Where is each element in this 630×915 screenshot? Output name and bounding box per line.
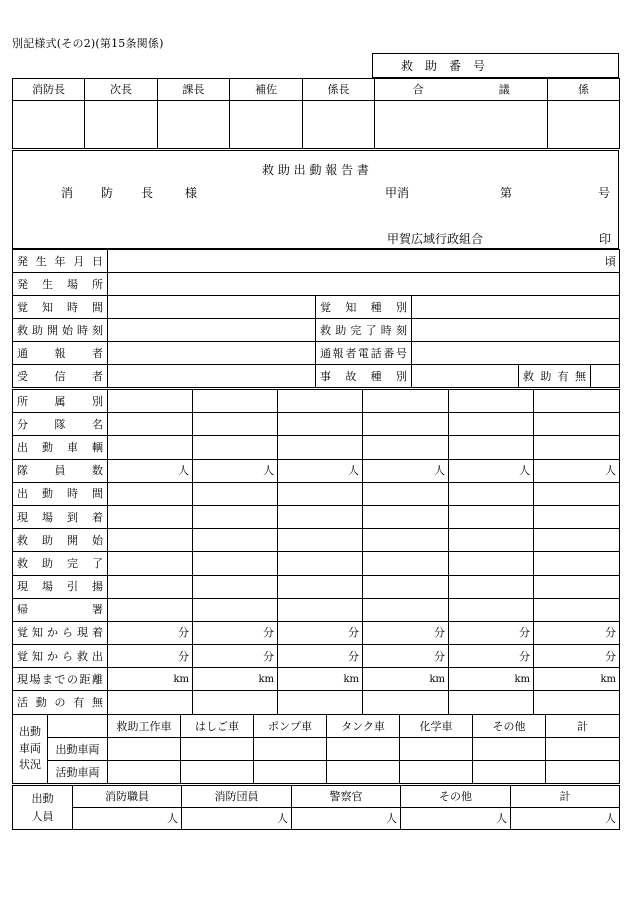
unit-row-label: 分隊名 (13, 413, 108, 436)
unit-cell[interactable] (278, 575, 363, 598)
unit-cell[interactable] (193, 668, 278, 691)
unit-suffix: 人 (348, 464, 359, 478)
personnel-header: 計 (511, 786, 620, 808)
vehicle-group-line: 車両 (19, 741, 41, 755)
unit-cell[interactable] (278, 691, 363, 714)
unit-cell[interactable] (193, 390, 278, 413)
unit-suffix: 人 (434, 464, 445, 478)
unit-row-label: 救助完了 (13, 552, 108, 575)
vehicle-cell[interactable] (108, 761, 181, 784)
unit-cell[interactable] (534, 436, 620, 459)
unit-cell[interactable] (363, 482, 449, 505)
unit-cell[interactable] (534, 390, 620, 413)
unit-suffix: 人 (605, 464, 616, 478)
personnel-header: 消防団員 (182, 786, 292, 808)
person-unit: 人 (496, 812, 507, 825)
personnel-cell[interactable] (182, 808, 292, 830)
unit-cell[interactable] (449, 529, 534, 552)
receiver-label: 受信者 (13, 365, 108, 388)
approval-header: 議 (462, 79, 548, 101)
seal-mark: 印 (599, 232, 612, 246)
personnel-header: 消防職員 (73, 786, 182, 808)
unit-cell[interactable] (363, 598, 449, 621)
person-unit: 人 (386, 812, 397, 825)
personnel-cell[interactable] (511, 808, 620, 830)
unit-row-label: 所属別 (13, 390, 108, 413)
unit-suffix: 分 (348, 649, 359, 663)
unit-cell[interactable] (278, 598, 363, 621)
receiver-value[interactable] (108, 365, 316, 388)
units-table (12, 389, 620, 715)
unit-cell[interactable] (278, 552, 363, 575)
unit-suffix: km (258, 674, 274, 686)
unit-cell[interactable] (278, 390, 363, 413)
unit-cell[interactable] (278, 413, 363, 436)
unit-cell[interactable] (363, 668, 449, 691)
vehicle-header: 化学車 (400, 715, 473, 738)
unit-cell[interactable] (193, 621, 278, 644)
active-vehicles-label: 活動車両 (48, 761, 108, 784)
notice-type-value[interactable] (412, 296, 620, 319)
notice-time-value[interactable] (108, 296, 316, 319)
approval-header: 課長 (158, 79, 230, 101)
unit-cell[interactable] (108, 505, 193, 528)
vehicle-cell[interactable] (546, 738, 620, 761)
approval-stamp-cell[interactable] (85, 101, 158, 149)
unit-cell[interactable] (278, 482, 363, 505)
notice-type-label: 覚知種別 (316, 296, 412, 319)
approval-stamp-cell[interactable] (303, 101, 375, 149)
rescue-presence-label: 救助有無 (519, 365, 591, 388)
unit-cell[interactable] (193, 505, 278, 528)
time-suffix: 頃 (605, 254, 617, 268)
unit-cell[interactable] (108, 668, 193, 691)
reporter-phone-value[interactable] (412, 342, 620, 365)
unit-suffix: 分 (263, 626, 274, 640)
vehicle-group-line: 状況 (19, 758, 41, 772)
unit-cell[interactable] (193, 645, 278, 668)
unit-cell[interactable] (193, 552, 278, 575)
unit-cell[interactable] (193, 482, 278, 505)
unit-cell[interactable] (193, 413, 278, 436)
unit-cell[interactable] (449, 413, 534, 436)
person-unit: 人 (605, 812, 616, 825)
unit-cell[interactable] (193, 598, 278, 621)
unit-cell[interactable] (193, 575, 278, 598)
report-header-block (12, 150, 619, 249)
vehicle-cell[interactable] (473, 761, 546, 784)
unit-cell[interactable] (363, 390, 449, 413)
personnel-group-label (13, 786, 73, 830)
personnel-group-line: 出動 (31, 791, 54, 805)
place-value[interactable] (108, 273, 620, 296)
personnel-header: 警察官 (292, 786, 401, 808)
unit-cell[interactable] (108, 436, 193, 459)
vehicle-corner-cell (48, 715, 108, 738)
vehicle-cell[interactable] (473, 738, 546, 761)
unit-cell[interactable] (108, 552, 193, 575)
vehicle-cell[interactable] (181, 761, 254, 784)
unit-cell[interactable] (449, 390, 534, 413)
date-value[interactable] (108, 250, 620, 273)
approval-header: 係 (548, 79, 620, 101)
unit-cell[interactable] (449, 575, 534, 598)
accident-type-label: 事故種別 (316, 365, 412, 388)
unit-cell[interactable] (534, 552, 620, 575)
unit-cell[interactable] (193, 459, 278, 482)
form-caption: 別記様式(その2)(第15条関係) (12, 37, 164, 50)
unit-suffix: km (343, 674, 359, 686)
notice-time-label: 覚知時間 (13, 296, 108, 319)
unit-cell[interactable] (534, 459, 620, 482)
unit-suffix: 分 (434, 626, 445, 640)
unit-suffix: 分 (178, 649, 189, 663)
unit-cell[interactable] (108, 575, 193, 598)
unit-suffix: km (514, 674, 530, 686)
approval-stamp-cell[interactable] (230, 101, 303, 149)
unit-cell[interactable] (108, 621, 193, 644)
unit-suffix: 人 (519, 464, 530, 478)
unit-cell[interactable] (534, 598, 620, 621)
unit-row-label: 覚知から救出 (13, 645, 108, 668)
unit-cell[interactable] (534, 668, 620, 691)
unit-cell[interactable] (278, 668, 363, 691)
unit-cell[interactable] (363, 413, 449, 436)
incident-table (12, 249, 620, 388)
unit-row-label: 現場到着 (13, 505, 108, 528)
approval-header: 係長 (303, 79, 375, 101)
unit-cell[interactable] (534, 529, 620, 552)
unit-row-label: 現場までの距離 (13, 668, 108, 691)
unit-cell[interactable] (363, 552, 449, 575)
vehicle-cell[interactable] (254, 761, 327, 784)
unit-row-label: 帰署 (13, 598, 108, 621)
dispatched-vehicles-label: 出動車両 (48, 738, 108, 761)
unit-cell[interactable] (363, 505, 449, 528)
vehicle-cell[interactable] (327, 738, 400, 761)
unit-suffix: 分 (605, 649, 616, 663)
vehicle-group-label (13, 715, 48, 784)
personnel-group-line: 人員 (31, 809, 54, 823)
unit-cell[interactable] (449, 459, 534, 482)
unit-cell[interactable] (449, 691, 534, 714)
vehicle-cell[interactable] (546, 761, 620, 784)
unit-suffix: 分 (519, 649, 530, 663)
unit-cell[interactable] (449, 505, 534, 528)
unit-cell[interactable] (108, 482, 193, 505)
doc-number-label: 第 (500, 186, 513, 200)
doc-suffix: 号 (598, 186, 611, 200)
approval-stamp-cell[interactable] (158, 101, 230, 149)
unit-row-label: 覚知から現着 (13, 621, 108, 644)
unit-cell[interactable] (278, 645, 363, 668)
unit-cell[interactable] (108, 413, 193, 436)
unit-cell[interactable] (449, 645, 534, 668)
approval-header: 消防長 (13, 79, 85, 101)
vehicle-header: 救助工作車 (108, 715, 181, 738)
vehicle-header: ポンプ車 (254, 715, 327, 738)
unit-cell[interactable] (449, 668, 534, 691)
unit-cell[interactable] (534, 575, 620, 598)
person-unit: 人 (167, 812, 178, 825)
unit-cell[interactable] (363, 436, 449, 459)
unit-cell[interactable] (534, 413, 620, 436)
unit-row-label: 活動の有無 (13, 691, 108, 714)
unit-suffix: km (600, 674, 616, 686)
reporter-value[interactable] (108, 342, 316, 365)
unit-cell[interactable] (108, 598, 193, 621)
unit-suffix: 分 (519, 626, 530, 640)
reporter-label: 通報者 (13, 342, 108, 365)
vehicle-table (12, 714, 620, 784)
place-label: 発生場所 (13, 273, 108, 296)
unit-cell[interactable] (193, 529, 278, 552)
approval-table (12, 78, 620, 149)
unit-suffix: 分 (178, 626, 189, 640)
unit-suffix: 人 (263, 464, 274, 478)
issuer: 甲賀広域行政組合 (387, 232, 484, 246)
unit-suffix: 分 (263, 649, 274, 663)
unit-suffix: 人 (178, 464, 189, 478)
unit-cell[interactable] (449, 482, 534, 505)
vehicle-cell[interactable] (327, 761, 400, 784)
approval-stamp-cell[interactable] (548, 101, 620, 149)
rescue-start-label: 救助開始時刻 (13, 319, 108, 342)
approval-header: 次長 (85, 79, 158, 101)
rescue-presence-value[interactable] (591, 365, 620, 388)
rescue-end-label: 救助完了時刻 (316, 319, 412, 342)
unit-cell[interactable] (449, 436, 534, 459)
vehicle-cell[interactable] (400, 738, 473, 761)
rescue-start-value[interactable] (108, 319, 316, 342)
unit-cell[interactable] (363, 645, 449, 668)
approval-header: 補佐 (230, 79, 303, 101)
reporter-phone-label: 通報者電話番号 (316, 342, 412, 365)
unit-cell[interactable] (278, 436, 363, 459)
unit-cell[interactable] (534, 645, 620, 668)
unit-cell[interactable] (449, 621, 534, 644)
unit-cell[interactable] (193, 436, 278, 459)
unit-cell[interactable] (108, 390, 193, 413)
unit-cell[interactable] (363, 459, 449, 482)
unit-row-label: 現場引揚 (13, 575, 108, 598)
unit-cell[interactable] (534, 482, 620, 505)
unit-suffix: km (429, 674, 445, 686)
unit-row-label: 救助開始 (13, 529, 108, 552)
approval-header: 合 (375, 79, 462, 101)
unit-row-label: 出動車輌 (13, 436, 108, 459)
approval-stamp-cell[interactable] (13, 101, 85, 149)
unit-cell[interactable] (534, 691, 620, 714)
rescue-number-table (372, 53, 619, 78)
doc-prefix: 甲消 (385, 186, 410, 200)
vehicle-cell[interactable] (400, 761, 473, 784)
unit-cell[interactable] (363, 575, 449, 598)
vehicle-cell[interactable] (181, 738, 254, 761)
unit-cell[interactable] (534, 505, 620, 528)
personnel-header: その他 (401, 786, 511, 808)
unit-suffix: 分 (605, 626, 616, 640)
accident-type-value[interactable] (412, 365, 519, 388)
unit-row-label: 出動時間 (13, 482, 108, 505)
personnel-cell[interactable] (401, 808, 511, 830)
unit-suffix: 分 (348, 626, 359, 640)
unit-cell[interactable] (449, 598, 534, 621)
personnel-table (12, 785, 620, 830)
vehicle-group-line: 出動 (19, 725, 41, 739)
unit-cell[interactable] (363, 621, 449, 644)
unit-cell[interactable] (278, 459, 363, 482)
vehicle-cell[interactable] (254, 738, 327, 761)
rescue-end-value[interactable] (412, 319, 620, 342)
unit-cell[interactable] (108, 691, 193, 714)
report-title: 救 助 出 動 報 告 書 (262, 163, 369, 177)
honorific: 様 (185, 186, 198, 200)
person-unit: 人 (277, 812, 288, 825)
vehicle-header: その他 (473, 715, 546, 738)
vehicle-header: 計 (546, 715, 620, 738)
unit-suffix: 分 (434, 649, 445, 663)
vehicle-header: はしご車 (181, 715, 254, 738)
unit-cell[interactable] (363, 691, 449, 714)
unit-row-label: 隊員数 (13, 459, 108, 482)
unit-cell[interactable] (108, 529, 193, 552)
unit-cell[interactable] (449, 552, 534, 575)
unit-cell[interactable] (108, 645, 193, 668)
unit-cell[interactable] (108, 459, 193, 482)
vehicle-header: タンク車 (327, 715, 400, 738)
personnel-cell[interactable] (73, 808, 182, 830)
vehicle-cell[interactable] (108, 738, 181, 761)
date-label: 発生年月日 (13, 250, 108, 273)
approval-stamp-cell[interactable] (375, 101, 548, 149)
unit-cell[interactable] (278, 621, 363, 644)
unit-cell[interactable] (193, 691, 278, 714)
personnel-cell[interactable] (292, 808, 401, 830)
rescue-number-label: 救 助 番 号 (373, 54, 619, 78)
unit-cell[interactable] (278, 529, 363, 552)
unit-suffix: km (173, 674, 189, 686)
unit-cell[interactable] (363, 529, 449, 552)
unit-cell[interactable] (534, 621, 620, 644)
unit-cell[interactable] (278, 505, 363, 528)
addressee: 消 防 長 (61, 186, 162, 200)
